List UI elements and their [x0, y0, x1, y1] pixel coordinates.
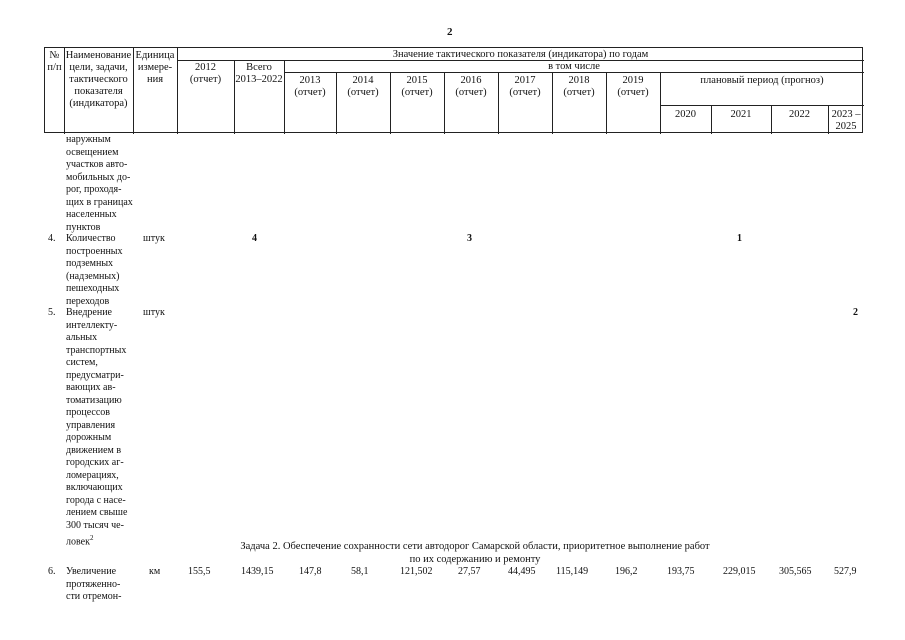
row5-footnote: 2	[89, 534, 94, 542]
header-2015: 2015 (отчет)	[401, 75, 433, 98]
row4-unit: штук	[143, 233, 165, 244]
row4-name: Количество построенных подземных (надземных) пешеходных переходов	[66, 233, 123, 307]
row5-2023-2025: 2	[853, 307, 858, 318]
header-2019: 2019 (отчет)	[617, 75, 649, 98]
row5-unit: штук	[143, 307, 165, 318]
row6-unit: км	[149, 566, 161, 577]
row5-name	[66, 307, 138, 549]
row6-2017: 44,495	[508, 566, 536, 577]
header-2013: 2013 (отчет)	[294, 75, 326, 98]
row6-2018: 115,149	[556, 566, 589, 577]
header-2020: 2020	[675, 109, 696, 120]
row6-2014: 58,1	[351, 566, 369, 577]
header-2018: 2018 (отчет)	[563, 75, 595, 98]
row6-name: Увеличение протяженно- сти отремон-	[66, 566, 122, 602]
header-total: Всего 2013–2022	[235, 62, 283, 85]
header-value-title: Значение тактического показателя (индикатора) по годам	[392, 49, 649, 60]
row6-2013: 147,8	[299, 566, 322, 577]
header-name: Наименование цели, задачи, тактического показателя (индикатора)	[65, 50, 132, 109]
row6-2021: 229,015	[723, 566, 756, 577]
header-unit: Единица измере- ния	[135, 50, 175, 85]
row6-2016: 27,57	[458, 566, 481, 577]
header-2017: 2017 (отчет)	[509, 75, 541, 98]
row6-2022: 305,565	[779, 566, 812, 577]
row5-name-text: Внедрение интеллекту- альных транспортных систем, предусматри- вающих ав- томатизацию процессов управления дорожным движением в городских аг- ломерациях, включающих города с насе- лением свыше 300 тысяч че- ловек	[66, 307, 128, 548]
header-2016: 2016 (отчет)	[455, 75, 487, 98]
header-2012: 2012 (отчет)	[189, 62, 222, 85]
row4-total: 4	[252, 233, 257, 244]
row6-2012: 155,5	[188, 566, 211, 577]
row6-number: 6.	[48, 566, 56, 577]
row4-2016: 3	[467, 233, 472, 244]
row-divider	[660, 105, 864, 106]
row5-number: 5.	[48, 307, 56, 318]
header-2021: 2021	[730, 109, 752, 120]
header-no: № п/п	[47, 50, 62, 73]
page-number: 2	[447, 26, 453, 38]
row3-name-continuation: наружным освещением участков авто- мобильных до- рог, проходя- щих в границах населенных пунктов	[66, 134, 133, 233]
row6-2023-2025: 527,9	[834, 566, 857, 577]
row6-2019: 196,2	[615, 566, 638, 577]
row6-2020: 193,75	[667, 566, 695, 577]
header-2022: 2022	[789, 109, 810, 120]
row6-2015: 121,502	[400, 566, 433, 577]
header-2023-2025: 2023 – 2025	[831, 109, 861, 132]
header-planned: плановый период (прогноз)	[700, 75, 824, 86]
row4-2021: 1	[737, 233, 742, 244]
task-2-heading: Задача 2. Обеспечение сохранности сети автодорог Самарской области, приоритетное выполнение работ по их содержанию и ремонту	[240, 541, 710, 565]
header-2014: 2014 (отчет)	[347, 75, 379, 98]
row6-total: 1439,15	[241, 566, 274, 577]
table-header	[44, 47, 863, 133]
row4-number: 4.	[48, 233, 56, 244]
header-in-that: в том числе	[548, 61, 600, 72]
